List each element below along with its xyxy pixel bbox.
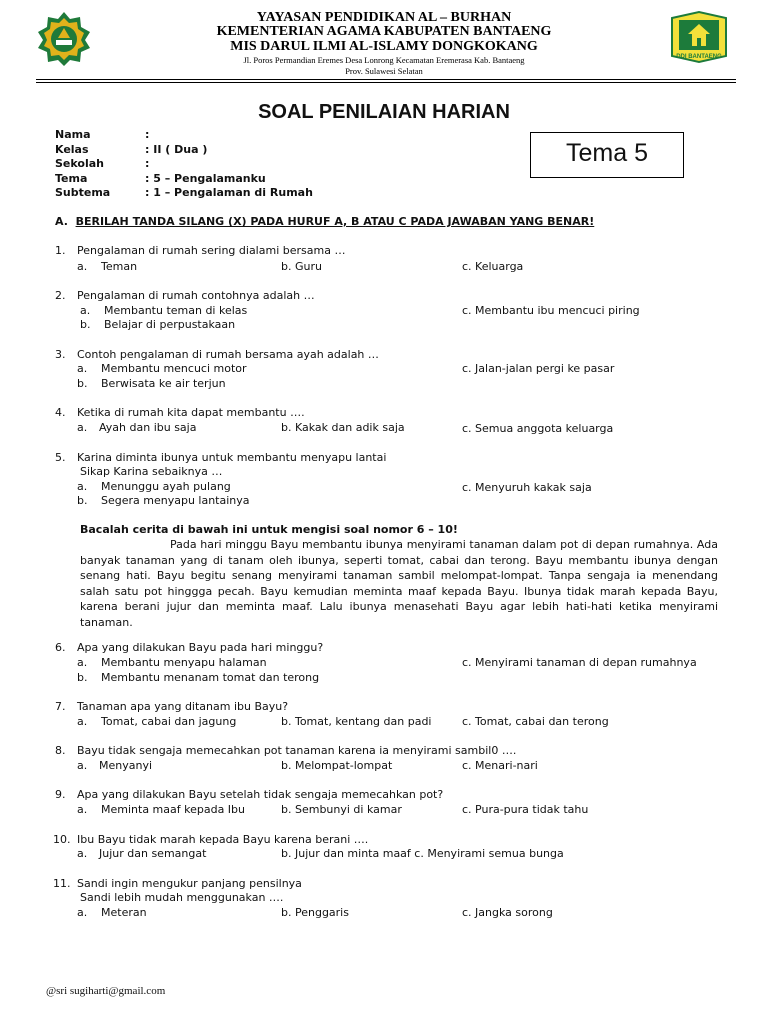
question-text-2: Sandi lebih mudah menggunakan …. <box>80 891 284 904</box>
question-text: Pengalaman di rumah sering dialami bersama … <box>77 244 346 257</box>
identity-label-kelas: Kelas <box>55 143 89 156</box>
option-letter-a: a. <box>77 803 88 816</box>
school-name: MIS DARUL ILMI AL-ISLAMY DONGKOKANG <box>230 39 538 54</box>
option-a: Menyanyi <box>99 759 153 772</box>
option-b: b. Penggaris <box>281 906 349 919</box>
option-letter-b: b. <box>77 494 88 507</box>
question-number: 7. <box>55 700 66 713</box>
ministry-name: KEMENTERIAN AGAMA KABUPATEN BANTAENG <box>216 24 552 39</box>
option-letter-b: b. <box>80 318 91 331</box>
option-b: b. Jujur dan minta maaf c. Menyirami semua bunga <box>281 847 564 860</box>
header-divider <box>36 79 736 80</box>
identity-label-subtema: Subtema <box>55 186 111 199</box>
option-letter-a: a. <box>77 847 88 860</box>
identity-value-nama: : <box>145 128 150 141</box>
option-c: c. Pura-pura tidak tahu <box>462 803 589 816</box>
header-divider-thin <box>36 82 736 83</box>
option-letter-a: a. <box>77 362 88 375</box>
option-b: Belajar di perpustakaan <box>104 318 236 331</box>
identity-value-kelas: : II ( Dua ) <box>145 143 208 156</box>
question-number: 11. <box>53 877 71 890</box>
foundation-name: YAYASAN PENDIDIKAN AL – BURHAN <box>256 10 512 25</box>
option-a: Ayah dan ibu saja <box>99 421 197 434</box>
option-b: b. Guru <box>281 260 322 273</box>
option-c: c. Menyirami tanaman di depan rumahnya <box>462 656 697 669</box>
option-letter-a: a. <box>77 715 88 728</box>
question-text: Pengalaman di rumah contohnya adalah … <box>77 289 315 302</box>
option-c: c. Tomat, cabai dan terong <box>462 715 609 728</box>
logo-lettering: DDI BANTAENG <box>676 54 722 60</box>
option-a: Jujur dan semangat <box>99 847 207 860</box>
option-b: b. Kakak dan adik saja <box>281 421 405 434</box>
identity-label-nama: Nama <box>55 128 91 141</box>
option-a: Menunggu ayah pulang <box>101 480 231 493</box>
question-text: Contoh pengalaman di rumah bersama ayah adalah … <box>77 348 379 361</box>
question-text: Ketika di rumah kita dapat membantu …. <box>77 406 305 419</box>
option-letter-b: b. <box>77 671 88 684</box>
footer-email: @sri sugiharti@gmail.com <box>46 985 166 997</box>
question-number: 5. <box>55 451 66 464</box>
question-number: 4. <box>55 406 66 419</box>
question-number: 8. <box>55 744 66 757</box>
option-letter-a: a. <box>77 759 88 772</box>
story-heading: Bacalah cerita di bawah ini untuk mengisi soal nomor 6 – 10! <box>80 523 458 536</box>
question-text: Apa yang dilakukan Bayu pada hari minggu? <box>77 641 324 654</box>
option-letter-a: a. <box>80 304 91 317</box>
question-number: 9. <box>55 788 66 801</box>
section-a-instruction <box>55 215 594 228</box>
option-c: c. Menyuruh kakak saja <box>462 481 592 494</box>
option-letter-a: a. <box>77 906 88 919</box>
option-c: c. Menari-nari <box>462 759 538 772</box>
question-text: Tanaman apa yang ditanam ibu Bayu? <box>77 700 289 713</box>
option-letter-a: a. <box>77 421 88 434</box>
school-province: Prov. Sulawesi Selatan <box>345 66 423 76</box>
story-passage <box>80 537 718 631</box>
option-b: b. Tomat, kentang dan padi <box>281 715 432 728</box>
option-letter-a: a. <box>77 656 88 669</box>
option-b: Berwisata ke air terjun <box>101 377 226 390</box>
option-c: c. Jangka sorong <box>462 906 553 919</box>
question-text: Karina diminta ibunya untuk membantu menyapu lantai <box>77 451 387 464</box>
story-body: Pada hari minggu Bayu membantu ibunya menyirami tanaman dalam pot di depan rumahnya. Ada banyak tanaman yang di tanam oleh ibunya, seperti tomat, cabai dan terong. Bayu membantu ibunya dengan senang hati. Bayu begitu senang menyirami tanaman sambil melompat-lompat. Tanpa sengaja ia menendang salah satu pot hinggga pecah. Bayu kemudian meminta maaf kepada Bayu. Ibunya tidak marah kepada Bayu, karena berani jujur dan meminta maaf. Lalu ibunya menasehati Bayu agar lebih hati-hati ketika menyirami tanaman. <box>80 538 718 629</box>
identity-label-tema: Tema <box>55 172 88 185</box>
option-c: c. Keluarga <box>462 260 524 273</box>
option-c: c. Membantu ibu mencuci piring <box>462 304 640 317</box>
question-text-2: Sikap Karina sebaiknya … <box>80 465 223 478</box>
option-letter-a: a. <box>77 480 88 493</box>
identity-label-sekolah: Sekolah <box>55 157 104 170</box>
question-number: 1. <box>55 244 66 257</box>
option-letter-a: a. <box>77 260 88 273</box>
option-b: Membantu menanam tomat dan terong <box>101 671 320 684</box>
identity-value-tema: : 5 – Pengalamanku <box>145 172 266 185</box>
option-c: c. Jalan-jalan pergi ke pasar <box>462 362 615 375</box>
option-a: Membantu menyapu halaman <box>101 656 267 669</box>
option-a: Meteran <box>101 906 147 919</box>
question-text: Ibu Bayu tidak marah kepada Bayu karena berani …. <box>77 833 369 846</box>
option-c: c. Semua anggota keluarga <box>462 422 614 435</box>
option-a: Membantu mencuci motor <box>101 362 247 375</box>
question-number: 6. <box>55 641 66 654</box>
section-a-text: BERILAH TANDA SILANG (X) PADA HURUF A, B ATAU C PADA JAWABAN YANG BENAR! <box>75 215 595 228</box>
option-a: Tomat, cabai dan jagung <box>101 715 237 728</box>
option-b: Segera menyapu lantainya <box>101 494 250 507</box>
option-a: Membantu teman di kelas <box>104 304 248 317</box>
page-title: SOAL PENILAIAN HARIAN <box>258 101 510 123</box>
question-text: Sandi ingin mengukur panjang pensilnya <box>77 877 302 890</box>
option-a: Meminta maaf kepada Ibu <box>101 803 246 816</box>
question-text: Apa yang dilakukan Bayu setelah tidak sengaja memecahkan pot? <box>77 788 444 801</box>
option-b: b. Sembunyi di kamar <box>281 803 402 816</box>
option-letter-b: b. <box>77 377 88 390</box>
tema-box: Tema 5 <box>530 132 684 178</box>
question-number: 2. <box>55 289 66 302</box>
school-address: Jl. Poros Permandian Eremes Desa Lonrong Kecamatan Eremerasa Kab. Bantaeng <box>243 55 525 65</box>
question-number: 3. <box>55 348 66 361</box>
identity-value-sekolah: : <box>145 157 150 170</box>
identity-value-subtema: : 1 – Pengalaman di Rumah <box>145 186 313 199</box>
option-a: Teman <box>101 260 138 273</box>
section-a-letter: A. <box>55 215 68 228</box>
question-number: 10. <box>53 833 71 846</box>
question-text: Bayu tidak sengaja memecahkan pot tanaman karena ia menyirami sambil0 …. <box>77 744 517 757</box>
option-b: b. Melompat-lompat <box>281 759 393 772</box>
